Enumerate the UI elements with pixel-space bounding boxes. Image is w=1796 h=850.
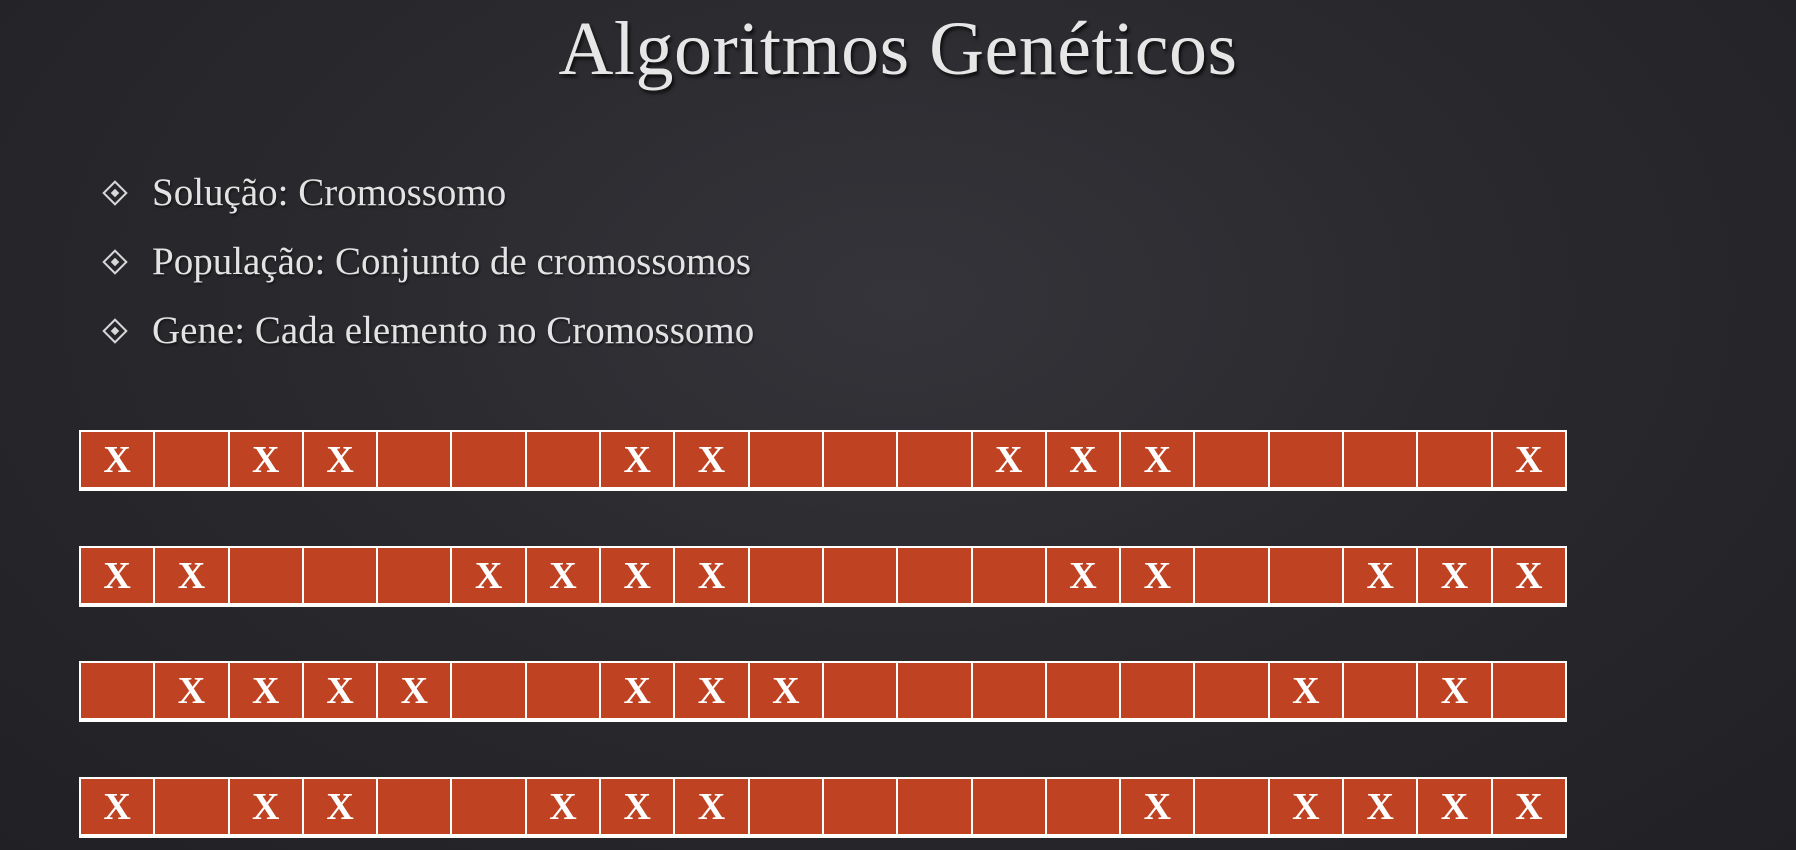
gene-cell: [155, 779, 227, 834]
gene-cell: X: [230, 779, 302, 834]
gene-cell: X: [1270, 779, 1342, 834]
gene-cell: X: [452, 548, 524, 603]
gene-cell: [527, 432, 599, 487]
bullet-text: Gene: Cada elemento no Cromossomo: [152, 309, 755, 352]
gene-cell: X: [1047, 432, 1119, 487]
bullet-text: Solução: Cromossomo: [152, 171, 507, 214]
gene-cell: X: [601, 779, 673, 834]
gene-cell: [1493, 663, 1565, 718]
gene-cell: X: [1418, 663, 1490, 718]
gene-cell: [973, 548, 1045, 603]
gene-cell: X: [1344, 779, 1416, 834]
gene-cell: [973, 779, 1045, 834]
gene-cell: [1344, 663, 1416, 718]
gene-cell: [973, 663, 1045, 718]
bullet-item: [103, 158, 754, 227]
gene-cell: X: [1121, 779, 1193, 834]
slide-title: Algoritmos Genéticos: [558, 7, 1238, 91]
gene-cell: X: [1121, 548, 1193, 603]
gene-cell: X: [155, 548, 227, 603]
gene-cell: X: [675, 663, 747, 718]
bullet-item: [103, 296, 754, 365]
gene-cell: X: [1493, 548, 1565, 603]
diamond-bullet-icon: [102, 249, 127, 274]
gene-cell: [898, 663, 970, 718]
gene-cell: X: [601, 663, 673, 718]
bullet-text: População: Conjunto de cromossomos: [152, 240, 752, 283]
gene-cell: [1418, 432, 1490, 487]
bullet-list: [103, 158, 754, 365]
gene-cell: [378, 779, 450, 834]
gene-cell: X: [81, 548, 153, 603]
gene-cell: [898, 548, 970, 603]
gene-cell: [1270, 548, 1342, 603]
gene-cell: [230, 548, 302, 603]
gene-cell: X: [230, 432, 302, 487]
gene-cell: [155, 432, 227, 487]
gene-cell: [824, 779, 896, 834]
gene-cell: [1047, 663, 1119, 718]
gene-cell: X: [155, 663, 227, 718]
gene-cell: [750, 432, 822, 487]
chromosome-row: [79, 546, 1567, 607]
gene-cell: [452, 663, 524, 718]
gene-cell: [81, 663, 153, 718]
gene-cell: [304, 548, 376, 603]
gene-cell: X: [378, 663, 450, 718]
diamond-bullet-icon: [102, 180, 127, 205]
gene-cell: X: [675, 432, 747, 487]
gene-cell: X: [304, 663, 376, 718]
gene-cell: X: [1418, 779, 1490, 834]
gene-cell: X: [1047, 548, 1119, 603]
gene-cell: [378, 548, 450, 603]
gene-cell: X: [1344, 548, 1416, 603]
gene-cell: X: [675, 779, 747, 834]
gene-cell: X: [1270, 663, 1342, 718]
gene-cell: [1344, 432, 1416, 487]
gene-cell: X: [1493, 432, 1565, 487]
gene-cell: [750, 779, 822, 834]
bullet-item: [103, 227, 754, 296]
gene-cell: X: [230, 663, 302, 718]
gene-cell: [452, 432, 524, 487]
gene-cell: X: [304, 432, 376, 487]
gene-cell: X: [750, 663, 822, 718]
chromosome-row: [79, 430, 1567, 491]
gene-cell: [898, 432, 970, 487]
gene-cell: X: [1418, 548, 1490, 603]
gene-cell: X: [81, 432, 153, 487]
gene-cell: [1121, 663, 1193, 718]
gene-cell: [378, 432, 450, 487]
gene-cell: [452, 779, 524, 834]
gene-cell: X: [1493, 779, 1565, 834]
gene-cell: [1270, 432, 1342, 487]
gene-cell: [824, 432, 896, 487]
gene-cell: X: [81, 779, 153, 834]
gene-cell: X: [675, 548, 747, 603]
gene-cell: [1195, 779, 1267, 834]
gene-cell: X: [527, 779, 599, 834]
gene-cell: [824, 663, 896, 718]
chromosome-row: [79, 661, 1567, 722]
gene-cell: [1195, 432, 1267, 487]
gene-cell: [1195, 663, 1267, 718]
gene-cell: [824, 548, 896, 603]
gene-cell: [527, 663, 599, 718]
gene-cell: [898, 779, 970, 834]
gene-cell: X: [304, 779, 376, 834]
chromosome-row: [79, 777, 1567, 838]
gene-cell: X: [601, 432, 673, 487]
gene-cell: [1195, 548, 1267, 603]
gene-cell: [1047, 779, 1119, 834]
gene-cell: X: [601, 548, 673, 603]
gene-cell: X: [527, 548, 599, 603]
diamond-bullet-icon: [102, 318, 127, 343]
gene-cell: X: [973, 432, 1045, 487]
gene-cell: X: [1121, 432, 1193, 487]
gene-cell: [750, 548, 822, 603]
